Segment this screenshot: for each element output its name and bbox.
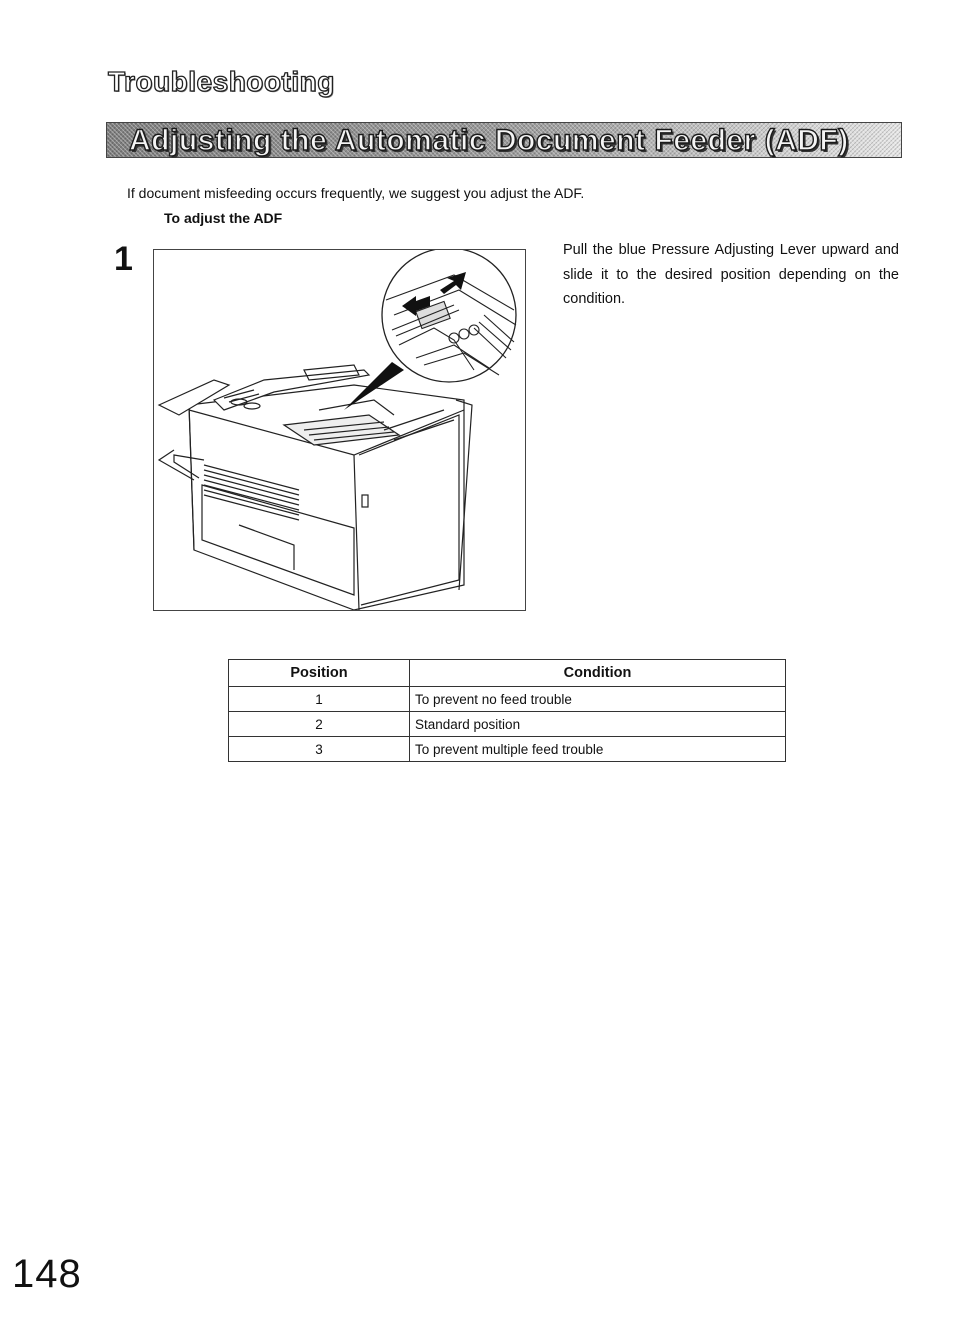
position-cell: 1 <box>229 687 410 712</box>
position-cell: 2 <box>229 712 410 737</box>
condition-cell: Standard position <box>410 712 786 737</box>
condition-cell: To prevent multiple feed trouble <box>410 737 786 762</box>
step-number: 1 <box>114 240 133 278</box>
section-banner <box>106 122 902 158</box>
condition-column-header: Condition <box>410 660 786 687</box>
intro-text: If document misfeeding occurs frequently, we suggest you adjust the ADF. <box>127 185 585 201</box>
table-row <box>229 737 786 762</box>
fax-machine-adf-lever-icon <box>154 250 525 610</box>
fax-machine-illustration <box>153 249 526 611</box>
condition-cell: To prevent no feed trouble <box>410 687 786 712</box>
table-header-row <box>229 660 786 687</box>
position-column-header: Position <box>229 660 410 687</box>
position-cell: 3 <box>229 737 410 762</box>
page-number: 148 <box>12 1252 82 1296</box>
step-instruction: Pull the blue Pressure Adjusting Lever upward and slide it to the desired position depending on the condition. <box>563 242 899 307</box>
banner-title: Adjusting the Automatic Document Feeder (ADF) <box>129 124 849 157</box>
section-title: Troubleshooting <box>108 66 335 97</box>
procedure-heading: To adjust the ADF <box>164 210 283 226</box>
position-condition-table <box>228 659 786 762</box>
table-row <box>229 687 786 712</box>
table-row <box>229 712 786 737</box>
